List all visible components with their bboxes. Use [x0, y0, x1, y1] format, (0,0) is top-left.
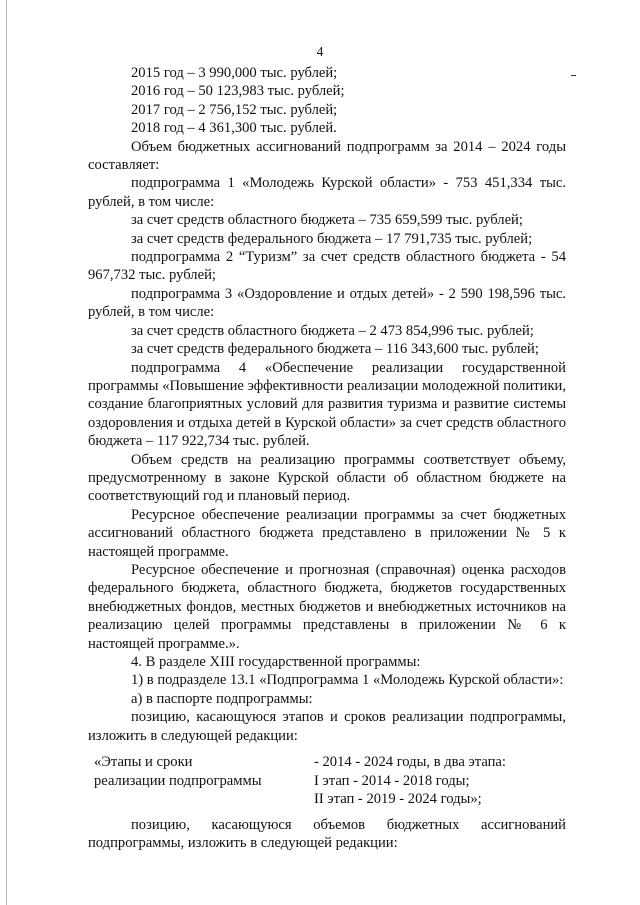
stages-label-line: реализации подпрограммы	[94, 772, 262, 789]
paragraph-sp1-regional: за счет средств областного бюджета – 735 659,599 тыс. рублей;	[131, 212, 523, 229]
paragraph-budget-total: Объем бюджетных ассигнований подпрограмм за 2014 – 2024 годы составляет:	[88, 138, 566, 174]
paragraph-2018: 2018 год – 4 361,300 тыс. рублей.	[131, 120, 337, 137]
paragraph-budget-law: Объем средств на реализацию программы соответствует объему, предусмотренному в законе Курской области об областном бюджете на соответствующий год и плановый период.	[88, 451, 566, 505]
paragraph-subprogram-1: подпрограмма 1 «Молодежь Курской области» - 753 451,334 тыс. рублей, в том числе:	[88, 175, 566, 210]
paragraph-2016: 2016 год – 50 123,983 тыс. рублей;	[131, 83, 345, 100]
paragraph-passport: а) в паспорте подпрограммы:	[131, 690, 313, 707]
paragraph-stages-position: позицию, касающуюся этапов и сроков реализации подпрограммы, изложить в следующей редакции:	[88, 709, 566, 744]
paragraph-sp1-federal: за счет средств федерального бюджета – 17 791,735 тыс. рублей;	[131, 230, 533, 247]
paragraph-subsection-13-1: 1) в подразделе 13.1 «Подпрограмма 1 «Молодежь Курской области»:	[131, 672, 564, 689]
paragraph-2017: 2017 год – 2 756,152 тыс. рублей;	[131, 101, 338, 118]
document-body	[88, 64, 566, 853]
paragraph-appendix-6: Ресурсное обеспечение и прогнозная (справочная) оценка расходов федерального бюджета, областного бюджета, бюджетов государственных внебюджетных фондов, местных бюджетов и внебюджетных источников на реализацию целей программы представлены в приложении № 6 к настоящей программе.».	[88, 561, 566, 652]
page-number: 4	[316, 44, 324, 59]
scan-margin-line	[6, 0, 7, 905]
paragraph-closing: позицию, касающуюся объемов бюджетных ассигнований подпрограммы, изложить в следующей редакции:	[88, 816, 566, 852]
scan-dash-mark	[571, 75, 576, 76]
paragraph-sp3-federal: за счет средств федерального бюджета – 116 343,600 тыс. рублей;	[131, 341, 539, 358]
paragraph-subprogram-2: подпрограмма 2 “Туризм” за счет средств областного бюджета - 54 967,732 тыс. рублей;	[88, 249, 566, 284]
stages-label-line: «Этапы и сроки	[94, 754, 193, 771]
paragraph-2015: 2015 год – 3 990,000 тыс. рублей;	[131, 65, 338, 81]
stages-value-line: II этап - 2019 - 2024 годы»;	[314, 791, 482, 808]
paragraph-subprogram-3: подпрограмма 3 «Оздоровление и отдых детей» - 2 590 198,596 тыс. рублей, в том числе:	[88, 285, 566, 321]
stages-table-left	[88, 753, 314, 809]
stages-value-line: I этап - 2014 - 2018 годы;	[314, 772, 470, 789]
stages-table-right	[314, 753, 566, 809]
paragraph-appendix-5: Ресурсное обеспечение реализации программы за счет бюджетных ассигнований областного бюджета представлено в приложении № 5 к настоящей программе.	[88, 506, 566, 560]
paragraph-section-xiii: 4. В разделе XIII государственной программы:	[131, 654, 421, 670]
stages-value-line: - 2014 - 2024 годы, в два этапа:	[314, 754, 506, 771]
paragraph-sp3-regional: за счет средств областного бюджета – 2 473 854,996 тыс. рублей;	[131, 322, 534, 339]
paragraph-subprogram-4: подпрограмма 4 «Обеспечение реализации государственной программы «Повышение эффективности реализации молодежной политики, создание благоприятных условий для развития туризма и развитие системы оздоровления и отдыха детей в Курской области» за счет средств областного бюджета – 117 922,734 тыс. рублей.	[88, 359, 566, 450]
stages-table	[88, 753, 566, 809]
